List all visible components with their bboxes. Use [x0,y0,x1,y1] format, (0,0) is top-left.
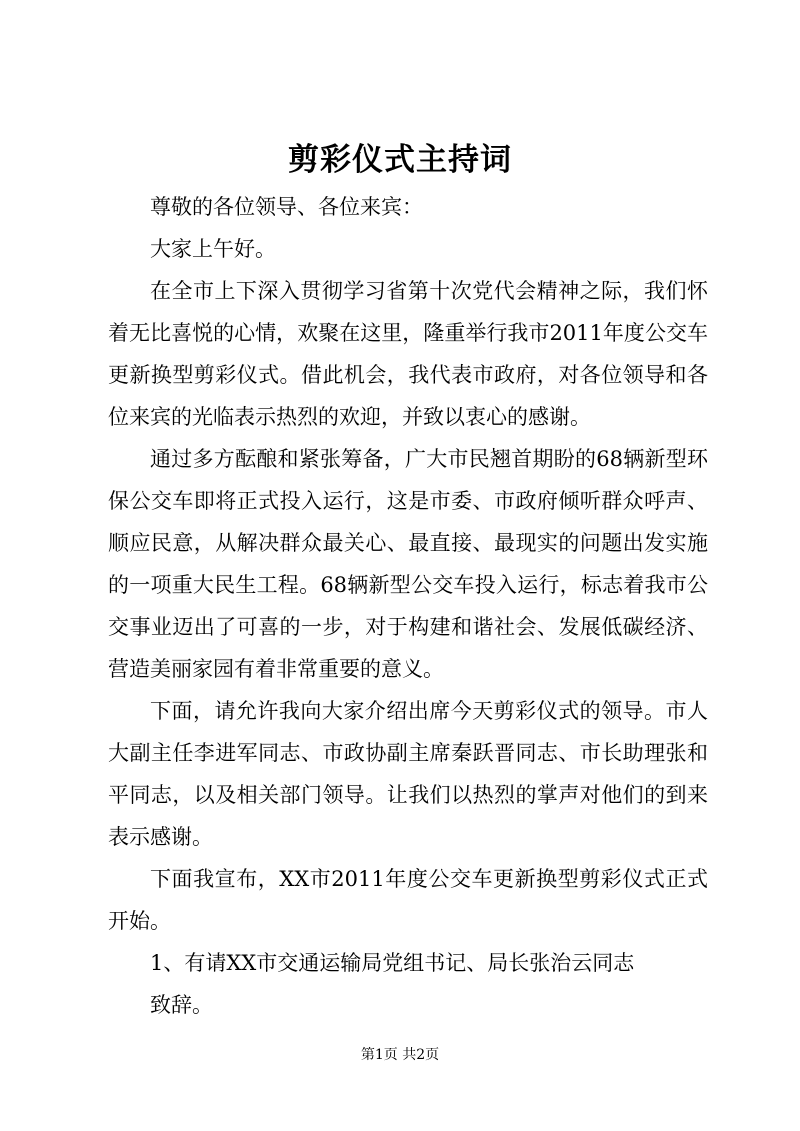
paragraph-bus-project: 通过多方酝酿和紧张筹备，广大市民翘首期盼的68辆新型环保公交车即将正式投入运行，这是市委、市政府倾听群众呼声、顺应民意，从解决群众最关心、最直接、最现实的问题出发实施的一项重大民生工程。68辆新型公交车投入运行，标志着我市公交事业迈出了可喜的一步，对于构建和谐社会、发展低碳经济、营造美丽家园有着非常重要的意义。 [108,447,708,681]
paragraph-introduce-leaders: 下面，请允许我向大家介绍出席今天剪彩仪式的领导。市人大副主任李进军同志、市政协副主席秦跃晋同志、市长助理张和平同志，以及相关部门领导。让我们以热烈的掌声对他们的到来表示感谢。 [108,699,708,849]
document-body [108,186,708,1026]
paragraph-good-morning: 大家上午好。 [150,237,276,261]
document-title: 剪彩仪式主持词 [288,142,512,178]
paragraph-opening: 在全市上下深入贯彻学习省第十次党代会精神之际，我们怀着无比喜悦的心情，欢聚在这里，隆重举行我市2011年度公交车更新换型剪彩仪式。借此机会，我代表市政府，对各位领导和各位来宾的光临表示热烈的欢迎，并致以衷心的感谢。 [108,279,708,429]
paragraph-speech: 致辞。 [150,993,213,1017]
paragraph-greeting: 尊敬的各位领导、各位来宾： [150,195,423,219]
paragraph-announcement: 下面我宣布，XX市2011年度公交车更新换型剪彩仪式正式开始。 [108,867,708,933]
page-footer: 第1页 共2页 [360,1047,440,1063]
paragraph-speech-invite: 1、有请XX市交通运输局党组书记、局长张治云同志 [150,951,635,975]
